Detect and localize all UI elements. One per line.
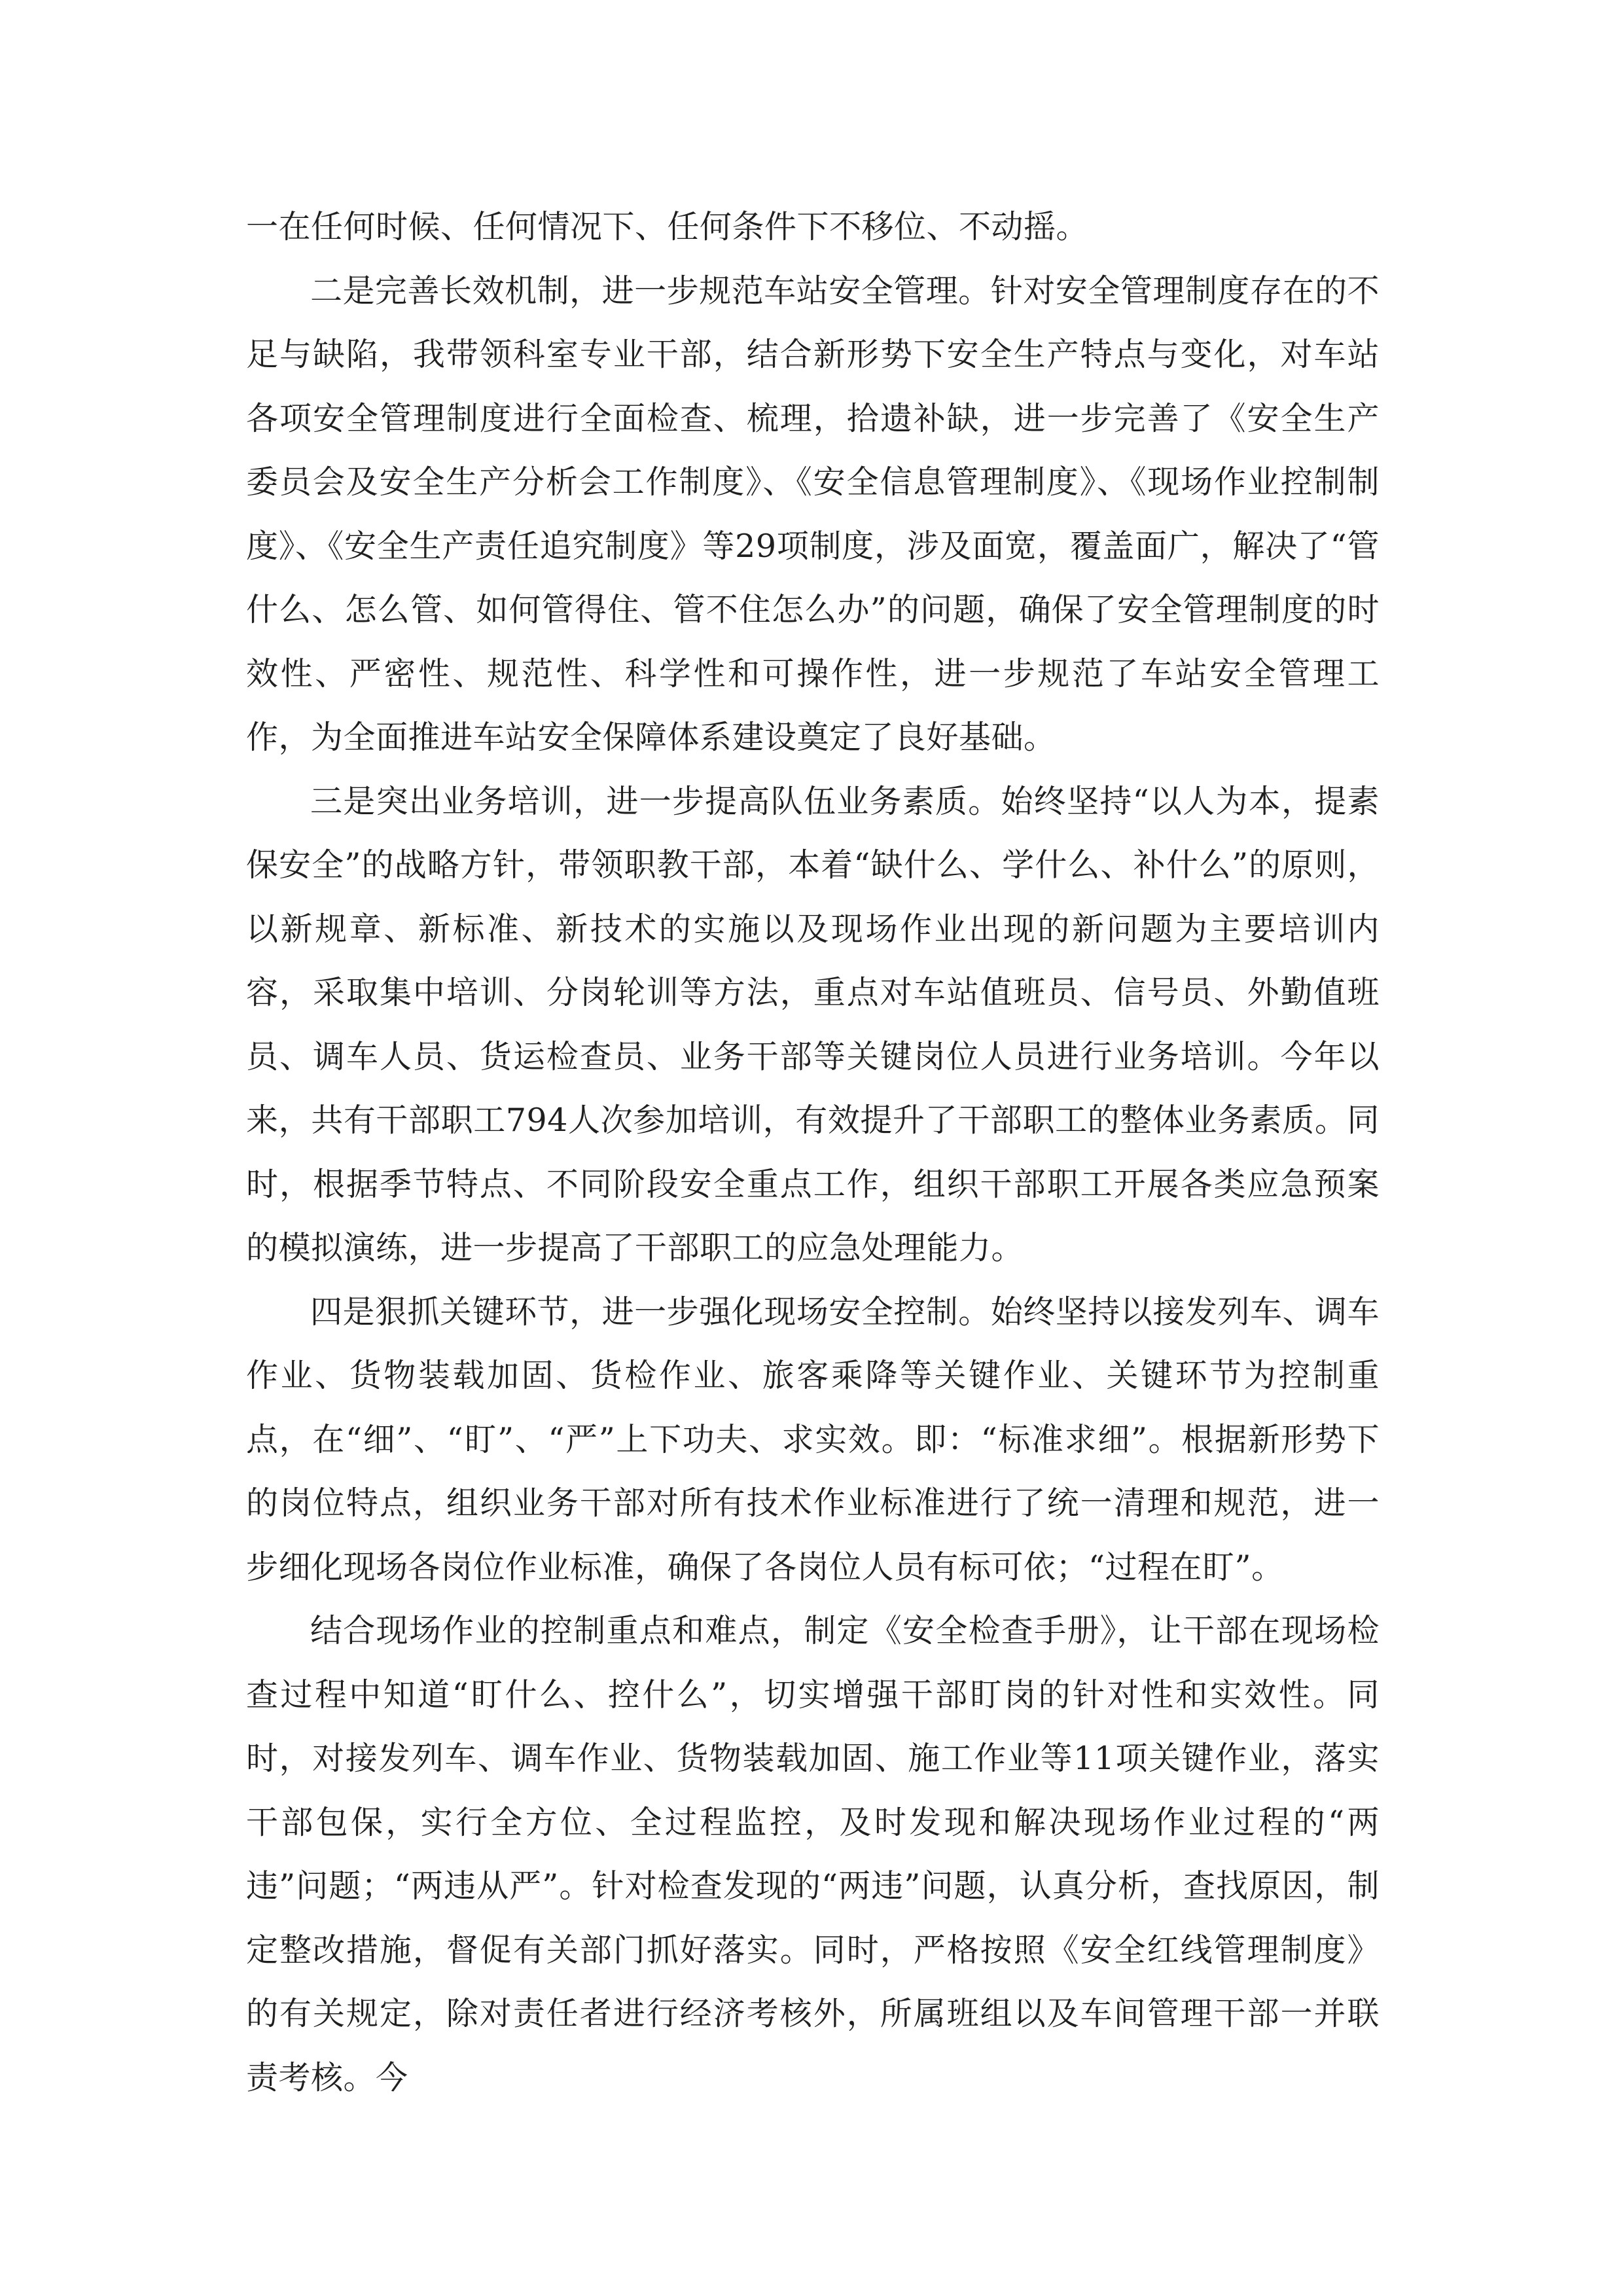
paragraph-station-safety-management: 二是完善长效机制，进一步规范车站安全管理。针对安全管理制度存在的不足与缺陷，我带领科室专业干部，结合新形势下安全生产特点与变化，对车站各项安全管理制度进行全面检查、梳理，拾遗补缺，进一步完善了《安全生产委员会及安全生产分析会工作制度》、《安全信息管理制度》、《现场作业控制制度》、《安全生产责任追究制度》等29项制度，涉及面宽，覆盖面广，解决了“管什么、怎么管、如何管得住、管不住怎么办”的问题，确保了安全管理制度的时效性、严密性、规范性、科学性和可操作性，进一步规范了车站安全管理工作，为全面推进车站安全保障体系建设奠定了良好基础。: [246, 272, 1380, 756]
paragraph-continuation: 一在任何时候、任何情况下、任何条件下不移位、不动摇。: [246, 208, 1089, 245]
document-body: [246, 195, 1380, 2109]
paragraph-business-training: 三是突出业务培训，进一步提高队伍业务素质。始终坚持“以人为本，提素保安全”的战略方针，带领职教干部，本着“缺什么、学什么、补什么”的原则，以新规章、新标准、新技术的实施以及现场作业出现的新问题为主要培训内容，采取集中培训、分岗轮训等方法，重点对车站值班员、信号员、外勤值班员、调车人员、货运检查员、业务干部等关键岗位人员进行业务培训。今年以来，共有干部职工794人次参加培训，有效提升了干部职工的整体业务素质。同时，根据季节特点、不同阶段安全重点工作，组织干部职工开展各类应急预案的模拟演练，进一步提高了干部职工的应急处理能力。: [246, 782, 1380, 1266]
paragraph-safety-inspection-manual: 结合现场作业的控制重点和难点，制定《安全检查手册》，让干部在现场检查过程中知道“盯什么、控什么”，切实增强干部盯岗的针对性和实效性。同时，对接发列车、调车作业、货物装载加固、施工作业等11项关键作业，落实干部包保，实行全方位、全过程监控，及时发现和解决现场作业过程的“两违”问题；“两违从严”。针对检查发现的“两违”问题，认真分析，查找原因，制定整改措施，督促有关部门抓好落实。同时，严格按照《安全红线管理制度》的有关规定，除对责任者进行经济考核外，所属班组以及车间管理干部一并联责考核。今: [246, 1612, 1380, 2096]
paragraph-key-links-control: 四是狠抓关键环节，进一步强化现场安全控制。始终坚持以接发列车、调车作业、货物装载加固、货检作业、旅客乘降等关键作业、关键环节为控制重点，在“细”、“盯”、“严”上下功夫、求实效。即：“标准求细”。根据新形势下的岗位特点，组织业务干部对所有技术作业标准进行了统一清理和规范，进一步细化现场各岗位作业标准，确保了各岗位人员有标可依；“过程在盯”。: [246, 1293, 1380, 1586]
